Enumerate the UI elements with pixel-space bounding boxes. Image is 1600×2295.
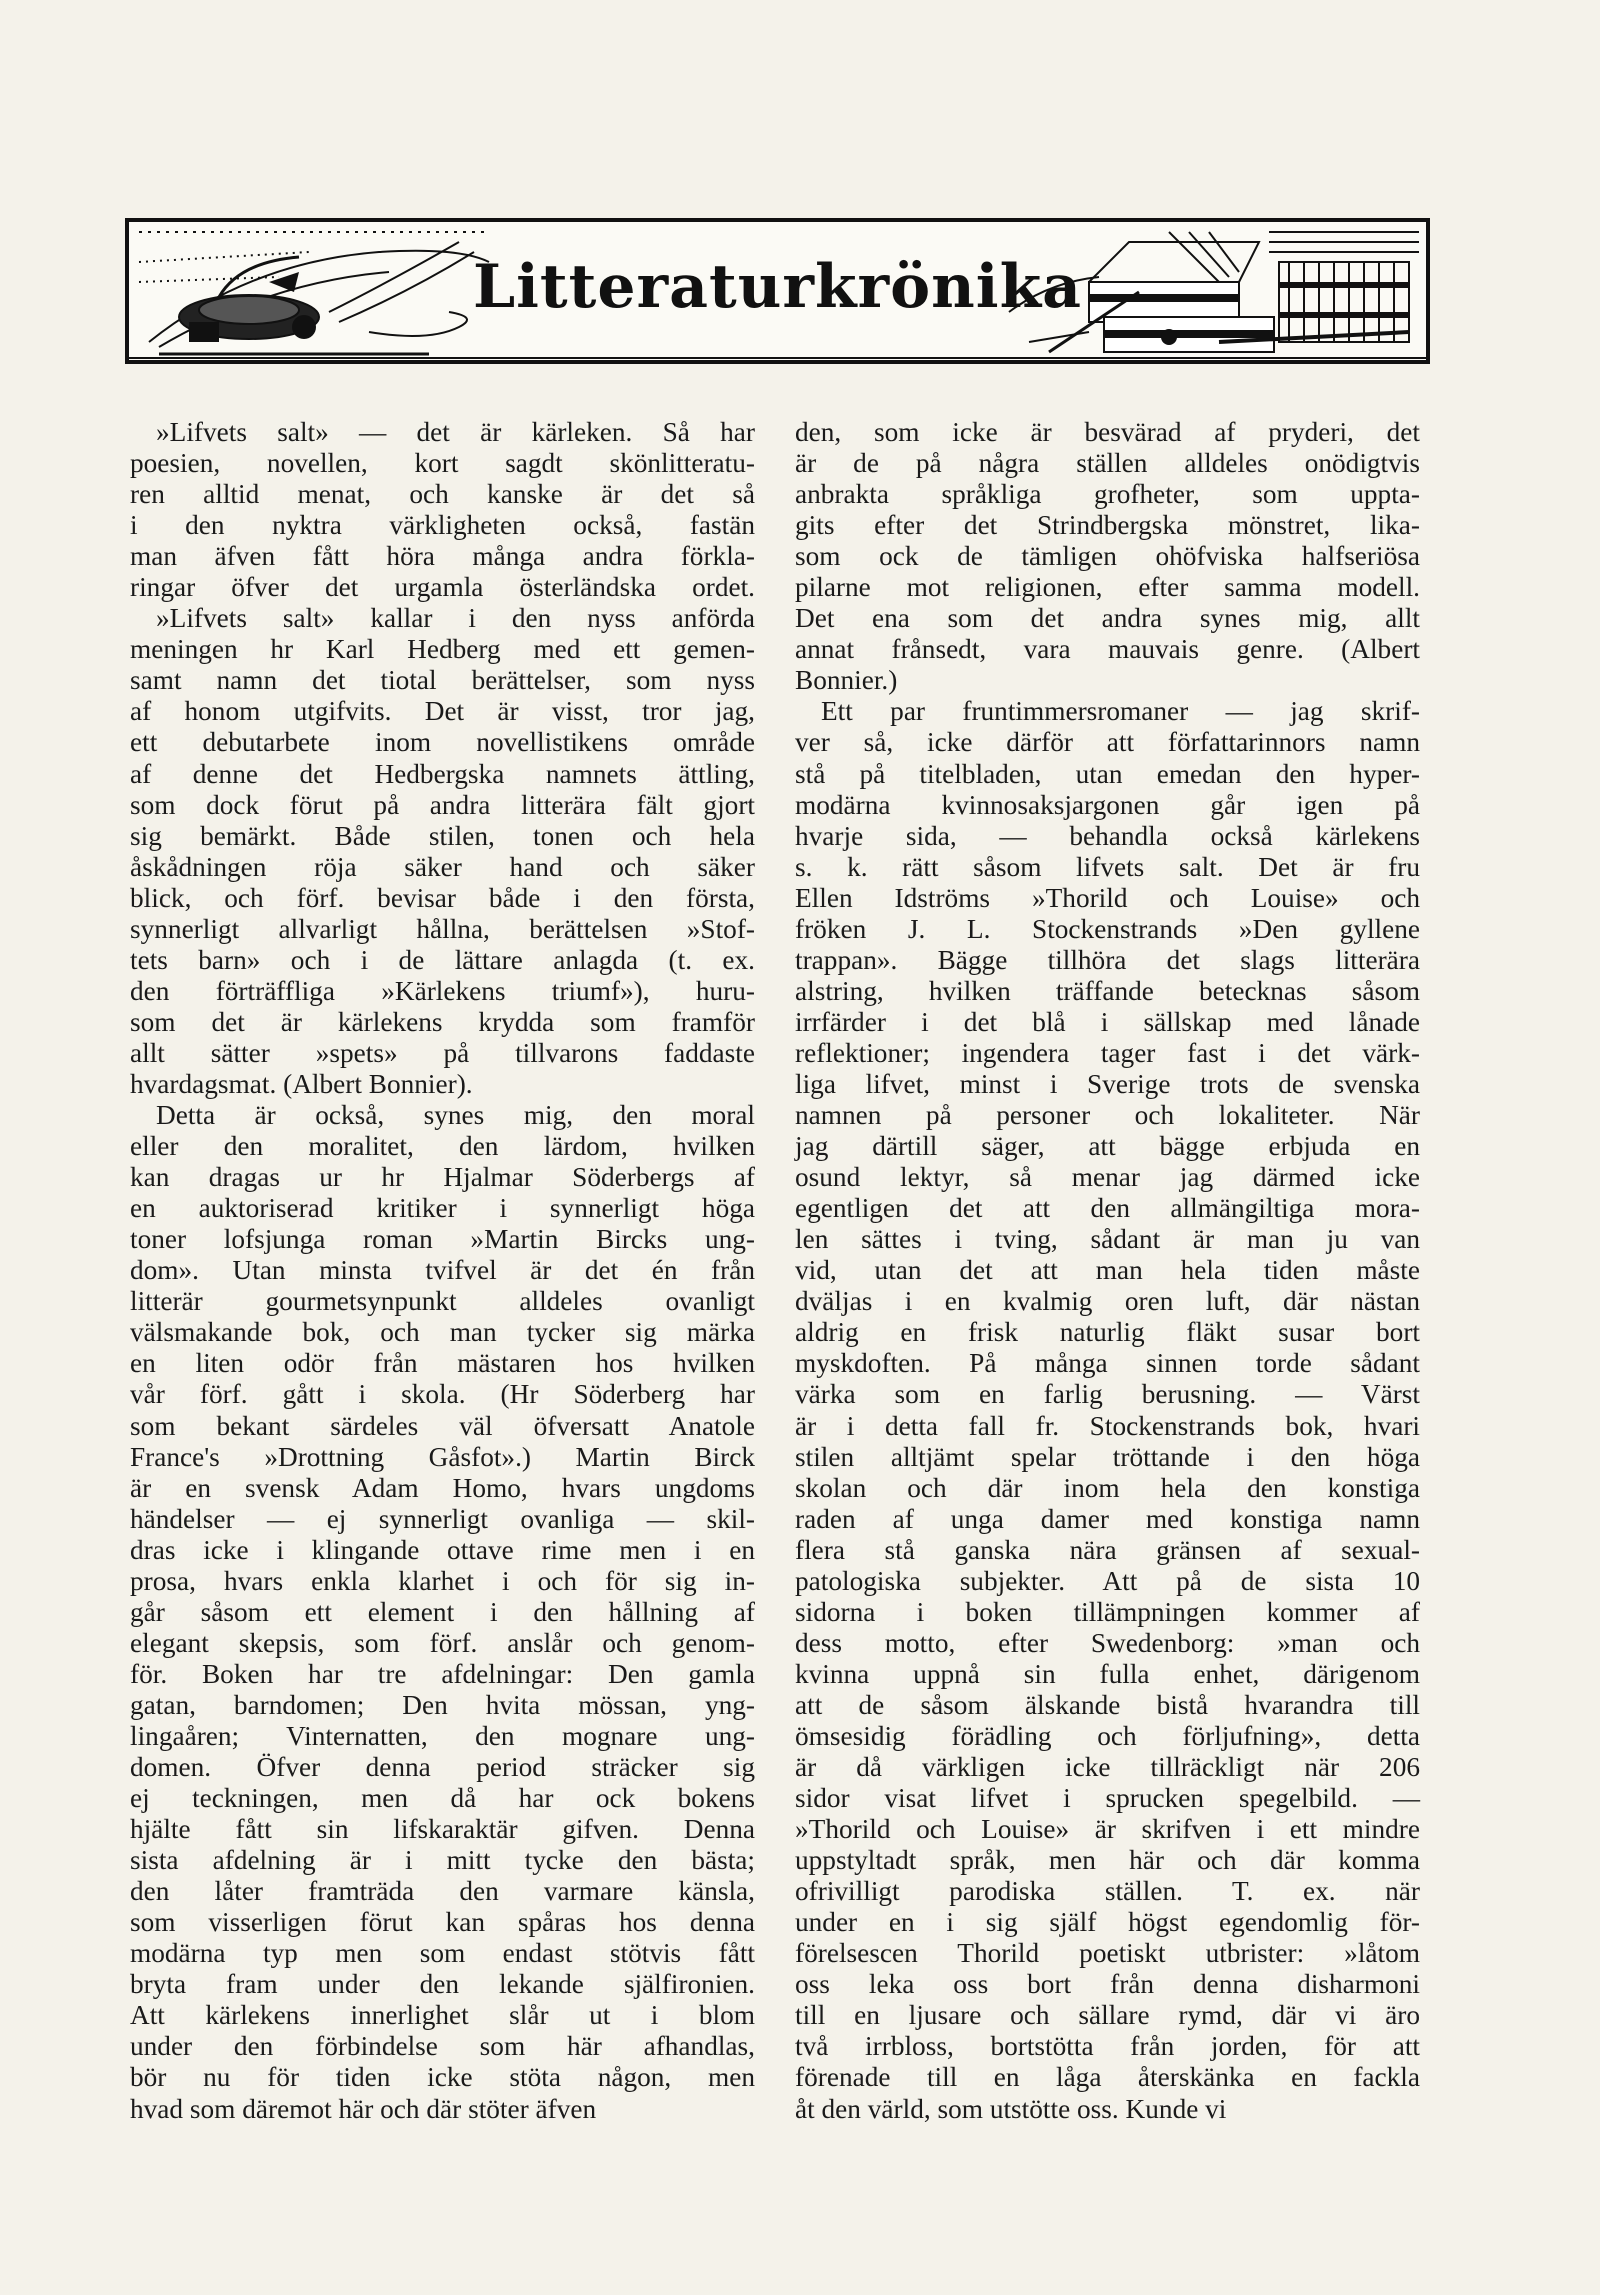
- text-line: »Lifvets salt» kallar i den nyss anförda: [156, 603, 755, 634]
- text-line: gatan, barndomen; Den hvita mössan, yng-: [130, 1689, 755, 1720]
- text-line: bryta fram under den lekande själfironien.: [130, 1969, 755, 2000]
- text-line: prosa, hvars enkla klarhet i och för sig in-: [130, 1565, 755, 1596]
- text-line: lingaåren; Vinternatten, den mognare ung-: [130, 1720, 755, 1751]
- text-line: dras icke i klingande ottave rime men i en: [130, 1534, 755, 1565]
- text-line: »Thorild och Louise» är skrifven i ett mindre: [795, 1814, 1420, 1845]
- text-line: liga lifvet, minst i Sverige trots de svenska: [795, 1068, 1420, 1099]
- text-line: trappan». Bägge tillhöra det slags litterära: [795, 944, 1420, 975]
- text-line: sidorna i boken tillämpningen kommer af: [795, 1596, 1420, 1627]
- text-line: samt namn det tiotal berättelser, som nyss: [130, 665, 755, 696]
- text-line: som visserligen förut kan spåras hos denna: [130, 1907, 755, 1938]
- text-line: vid, utan det att man hela tiden måste: [795, 1255, 1420, 1286]
- text-line: len sättes i tving, sådant är man ju van: [795, 1224, 1420, 1255]
- text-line: synnerligt allvarligt hållna, berättelsen »Stof-: [130, 913, 755, 944]
- text-line: som det är kärlekens krydda som framför: [130, 1006, 755, 1037]
- text-line: anbrakta språkliga grofheter, som uppta-: [795, 479, 1420, 510]
- text-line: elegant skepsis, som förf. anslår och genom-: [130, 1627, 755, 1658]
- text-line: dess motto, efter Swedenborg: »man och: [795, 1627, 1420, 1658]
- text-line: namnen på personer och lokaliteter. När: [795, 1100, 1420, 1131]
- text-line: två irrbloss, bortstötta från jorden, för att: [795, 2031, 1420, 2062]
- text-line: händelser — ej synnerligt ovanliga — skil-: [130, 1503, 755, 1534]
- text-line: som ock de tämligen ohöfviska halfseriösa: [795, 541, 1420, 572]
- text-line: annat frånsedt, vara mauvais genre. (Albert: [795, 634, 1420, 665]
- text-line: hvarje sida, — behandla också kärlekens: [795, 820, 1420, 851]
- text-line: den förträffliga »Kärlekens triumf»), huru-: [130, 975, 755, 1006]
- section-banner: [125, 218, 1430, 364]
- text-line: toner lofsjunga roman »Martin Bircks ung-: [130, 1224, 755, 1255]
- text-line: ett debutarbete inom novellistikens område: [130, 727, 755, 758]
- right-column: [795, 417, 1420, 2125]
- text-line: ver så, icke därför att författarinnors namn: [795, 727, 1420, 758]
- text-line: af honom utgifvits. Det är visst, tror jag,: [130, 696, 755, 727]
- text-line: den låter framträda den varmare känsla,: [130, 1876, 755, 1907]
- text-line: oss leka oss bort från denna disharmoni: [795, 1969, 1420, 2000]
- left-column: [130, 417, 755, 2125]
- text-line: att de såsom älskande bistå hvarandra till: [795, 1689, 1420, 1720]
- text-line: vår förf. gått i skola. (Hr Söderberg har: [130, 1379, 755, 1410]
- text-line: patologiska subjekter. Att på de sista 10: [795, 1565, 1420, 1596]
- text-line: en auktoriserad kritiker i synnerligt höga: [130, 1193, 755, 1224]
- text-line: åt den värld, som utstötte oss. Kunde vi: [795, 2093, 1227, 2124]
- text-line: alstring, hvilken träffande betecknas såsom: [795, 975, 1420, 1006]
- text-line: hjälte fått sin lifskaraktär gifven. Denna: [130, 1814, 755, 1845]
- text-line: fröken J. L. Stockenstrands »Den gyllene: [795, 913, 1420, 944]
- text-line: är då värkligen icke tillräckligt när 206: [795, 1752, 1420, 1783]
- text-line: sista afdelning är i mitt tycke den bästa;: [130, 1845, 755, 1876]
- text-line: Ellen Idströms »Thorild och Louise» och: [795, 882, 1420, 913]
- text-line: dväljas i en kvalmig oren luft, där nästan: [795, 1286, 1420, 1317]
- text-line: värka som en farlig berusning. — Värst: [795, 1379, 1420, 1410]
- text-line: modärna kvinnosaksjargonen går igen på: [795, 789, 1420, 820]
- text-line: pilarne mot religionen, efter samma modell.: [795, 572, 1420, 603]
- text-line: stå på titelbladen, utan emedan den hyper-: [795, 758, 1420, 789]
- text-line: aldrig en frisk naturlig fläkt susar bort: [795, 1317, 1420, 1348]
- text-line: kvinna uppnå sin fulla enhet, därigenom: [795, 1658, 1420, 1689]
- text-line: osund lektyr, så menar jag därmed icke: [795, 1162, 1420, 1193]
- text-line: uppstyltadt språk, men här och där komma: [795, 1845, 1420, 1876]
- text-line: åskådningen röja säker hand och säker: [130, 851, 755, 882]
- text-line: skolan och där inom hela den konstiga: [795, 1472, 1420, 1503]
- text-line: sidor visat lifvet i sprucken spegelbild. —: [795, 1783, 1420, 1814]
- text-line: ofrivilligt parodiska ställen. T. ex. när: [795, 1876, 1420, 1907]
- text-line: välsmakande bok, och man tycker sig märka: [130, 1317, 755, 1348]
- text-line: ren alltid menat, och kanske är det så: [130, 479, 755, 510]
- text-line: sig bemärkt. Både stilen, tonen och hela: [130, 820, 755, 851]
- text-line: s. k. rätt såsom lifvets salt. Det är fru: [795, 851, 1420, 882]
- text-line: raden af unga damer med konstiga namn: [795, 1503, 1420, 1534]
- text-line: är de på några ställen alldeles onödigtvis: [795, 448, 1420, 479]
- text-line: egentligen det att den allmängiltiga mora-: [795, 1193, 1420, 1224]
- text-line: förenade till en låga återskänka en fackla: [795, 2062, 1420, 2093]
- text-line: som bekant särdeles väl öfversatt Anatole: [130, 1410, 755, 1441]
- text-line: en liten odör från mästaren hos hvilken: [130, 1348, 755, 1379]
- text-line: hvardagsmat. (Albert Bonnier).: [130, 1068, 473, 1099]
- text-line: dom». Utan minsta tvifvel är det én från: [130, 1255, 755, 1286]
- text-line: eller den moralitet, den lärdom, hvilken: [130, 1131, 755, 1162]
- text-line: förelsescen Thorild poetiskt utbrister: »låtom: [795, 1938, 1420, 1969]
- text-line: meningen hr Karl Hedberg med ett gemen-: [130, 634, 755, 665]
- text-line: bör nu för tiden icke stöta någon, men: [130, 2062, 755, 2093]
- text-line: France's »Drottning Gåsfot».) Martin Birck: [130, 1441, 755, 1472]
- text-line: går såsom ett element i den hållning af: [130, 1596, 755, 1627]
- text-line: under den förbindelse som här afhandlas,: [130, 2031, 755, 2062]
- text-line: ringar öfver det urgamla österländska ordet.: [130, 572, 755, 603]
- text-line: i den nyktra värkligheten också, fastän: [130, 510, 755, 541]
- text-line: domen. Öfver denna period sträcker sig: [130, 1752, 755, 1783]
- text-line: Detta är också, synes mig, den moral: [156, 1100, 755, 1131]
- text-line: som dock förut på andra litterära fält gjort: [130, 789, 755, 820]
- text-line: myskdoften. På många sinnen torde sådant: [795, 1348, 1420, 1379]
- text-line: Ett par fruntimmersromaner — jag skrif-: [821, 696, 1420, 727]
- text-line: Bonnier.): [795, 665, 898, 696]
- text-line: Att kärlekens innerlighet slår ut i blom: [130, 2000, 755, 2031]
- text-line: tets barn» och i de lättare anlagda (t. ex.: [130, 944, 755, 975]
- text-line: jag därtill säger, att bägge erbjuda en: [795, 1131, 1420, 1162]
- text-line: den, som icke är besvärad af pryderi, det: [795, 417, 1420, 447]
- text-line: modärna typ men som endast stötvis fått: [130, 1938, 755, 1969]
- text-line: är i detta fall fr. Stockenstrands bok, hvari: [795, 1410, 1420, 1441]
- text-line: »Lifvets salt» — det är kärleken. Så har: [156, 417, 755, 447]
- text-line: kan dragas ur hr Hjalmar Söderbergs af: [130, 1162, 755, 1193]
- text-line: blick, och förf. bevisar både i den första,: [130, 882, 755, 913]
- text-line: ej teckningen, men då har ock bokens: [130, 1783, 755, 1814]
- text-line: gits efter det Strindbergska mönstret, lika-: [795, 510, 1420, 541]
- text-line: stilen alltjämt spelar tröttande i den höga: [795, 1441, 1420, 1472]
- text-line: litterär gourmetsynpunkt alldeles ovanligt: [130, 1286, 755, 1317]
- text-line: flera stå ganska nära gränsen af sexual-: [795, 1534, 1420, 1565]
- text-line: man äfven fått höra många andra förkla-: [130, 541, 755, 572]
- banner-title: Litteraturkrönika: [472, 252, 1083, 322]
- text-line: reflektioner; ingendera tager fast i det värk-: [795, 1037, 1420, 1068]
- text-line: Det ena som det andra synes mig, allt: [795, 603, 1420, 634]
- text-line: under en i sig själf högst egendomlig för-: [795, 1907, 1420, 1938]
- text-line: är en svensk Adam Homo, hvars ungdoms: [130, 1472, 755, 1503]
- text-line: irrfärder i det blå i sällskap med lånade: [795, 1006, 1420, 1037]
- text-line: ömsesidig förädling och förljufning», detta: [795, 1720, 1420, 1751]
- text-line: poesien, novellen, kort sagdt skönlitteratu-: [130, 448, 755, 479]
- text-line: allt sätter »spets» på tillvarons faddaste: [130, 1037, 755, 1068]
- text-line: hvad som däremot här och där stöter äfven: [130, 2093, 597, 2124]
- text-line: för. Boken har tre afdelningar: Den gamla: [130, 1658, 755, 1689]
- text-line: till en ljusare och sällare rymd, där vi äro: [795, 2000, 1420, 2031]
- text-line: af denne det Hedbergska namnets ättling,: [130, 758, 755, 789]
